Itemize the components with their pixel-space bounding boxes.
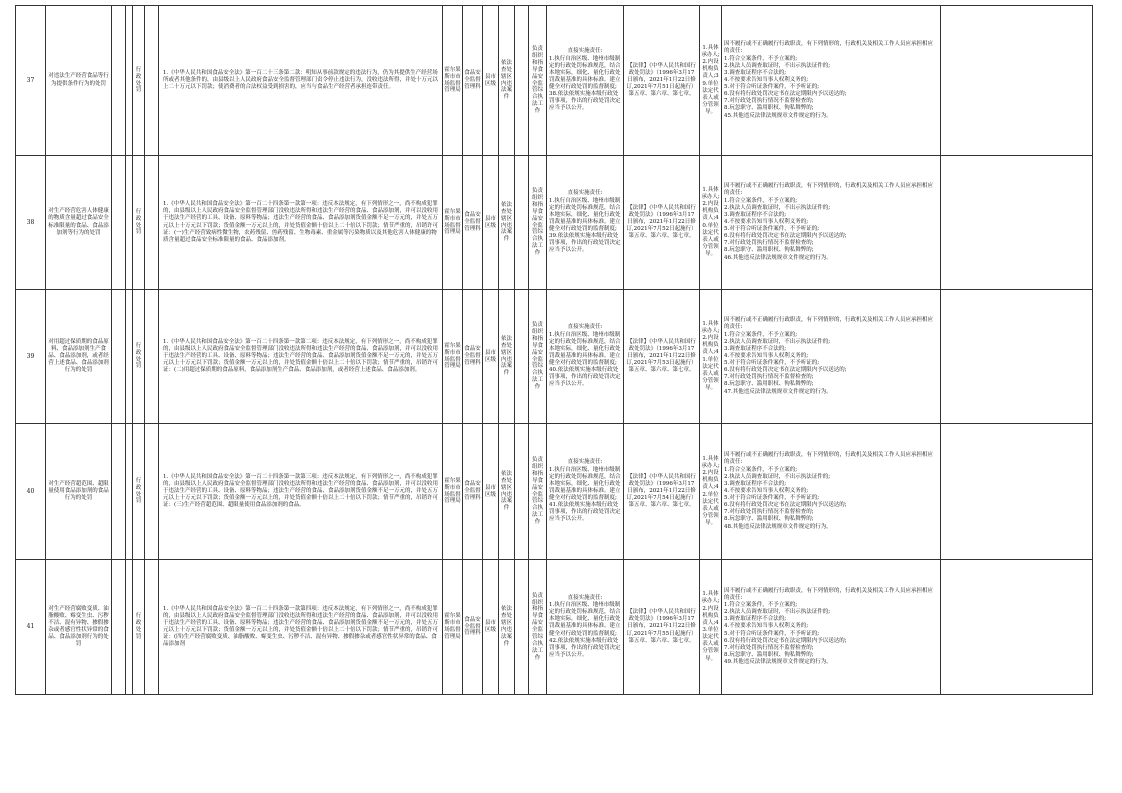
accountability-item: 6.没有将行政处罚决定书在法定期限内予以送达的;: [724, 637, 847, 644]
accountability-item: 46.其他违反法律法规规章文件规定的行为。: [724, 254, 832, 261]
accountability-item: 47.其他违反法律法规规章文件规定的行为。: [724, 388, 832, 395]
table-row: [16, 6, 1093, 156]
responsible-duty: 负责组织和指导食品安全监管综合执法工作: [529, 560, 547, 695]
duty-heading: 直接实施责任:: [567, 594, 603, 601]
responsible-subject: 1.具体承办人;2.内设机构负责人;43.单位法定代表人或分管领导。: [700, 560, 722, 695]
accountability: [722, 156, 941, 290]
procedure-law: 【法律】《中华人民共和国行政处罚法》（1996年3月17日颁布，2021年1月22日修订,2021年7月51日起施行）第五章、第六章、第七章。: [624, 6, 700, 156]
duty-text: 1.执行自治区级、地州市级制定的行政处罚标准规范，结合本地实际，细化、量化行政处罚裁量基准的具体标准。建立健全对行政处罚的监督制度; 38.依法依规实施本级行政处罚事项，作出的行政处罚决定应当予以公开。: [549, 55, 621, 112]
exercise-level: 县市区级: [483, 290, 499, 424]
implementing-department: 霍尔果斯市市场监督管理局: [443, 290, 463, 424]
accountability-item: 4.不按要求告知当事人权利义务的;: [724, 623, 809, 630]
accountability: [722, 6, 941, 156]
exercise-level: 县市区级: [483, 424, 499, 560]
accountability-item: 1.符合立案条件，不予立案的;: [724, 466, 798, 473]
row-number: 37: [16, 6, 46, 156]
duty-text: 1.执行自治区级、地州市级制定的行政处罚标准规范，结合本地实际，细化、量化行政处罚裁量基准的具体标准。建立健全对行政处罚的监督制度; 41.依法依规实施本级行政处罚事项，作出的行政处罚决定应当予以公开。: [549, 466, 621, 523]
row-number: 41: [16, 560, 46, 695]
accountability-item: 3.调查取证程序不合法的;: [724, 69, 787, 76]
accountability-item: 1.符合立案条件，不予立案的;: [724, 331, 798, 338]
empty-cell: [145, 424, 159, 560]
empty-cell: [515, 156, 529, 290]
empty-cell: [145, 6, 159, 156]
responsible-duty: 负责组织和指导食品安全监管综合执法工作: [529, 290, 547, 424]
accountability-item: 5.对于符合听证条件案件，不予听证的;: [724, 495, 820, 502]
exercise-scope: 依法查处辖区内违法案件: [499, 290, 515, 424]
empty-cell: [145, 560, 159, 695]
accountability-item: 6.没有将行政处罚决定书在法定期限内予以送达的;: [724, 233, 847, 240]
accountability-item: 4.不按要求告知当事人权利义务的;: [724, 218, 809, 225]
responsible-office: 食品安全监督管理科: [463, 156, 483, 290]
empty-cell: [941, 6, 1093, 156]
table-row: [16, 560, 1093, 695]
empty-cell: [126, 290, 133, 424]
accountability-item: 8.玩忽职守、滥用职权、徇私舞弊的;: [724, 516, 814, 523]
empty-cell: [941, 290, 1093, 424]
accountability-item: 8.玩忽职守、滥用职权、徇私舞弊的;: [724, 247, 814, 254]
procedure-law: 【法律】《中华人民共和国行政处罚法》（1996年3月17日颁布，2021年1月22日修订,2021年7月53日起施行）第五章、第六章、第七章。: [624, 290, 700, 424]
accountability-item: 2.执法人员调查取证时，不出示执法证件的;: [724, 62, 831, 69]
exercise-scope: 依法查处辖区内违法案件: [499, 424, 515, 560]
accountability-item: 3.调查取证程序不合法的;: [724, 616, 787, 623]
accountability-item: 1.符合立案条件，不予立案的;: [724, 197, 798, 204]
empty-cell: [112, 6, 126, 156]
row-number: 40: [16, 424, 46, 560]
responsible-duty: 负责组织和指导食品安全监管综合执法工作: [529, 6, 547, 156]
accountability-item: 7.对行政处罚执行情况不监督检查的;: [724, 644, 814, 651]
accountability-item: 7.对行政处罚执行情况不监督检查的;: [724, 98, 814, 105]
exercise-level: 县市区级: [483, 156, 499, 290]
accountability-heading: 因不履行或不正确履行行政职责，有下列情形的，行政机关及相关工作人员应承担相应的责任:: [724, 183, 934, 197]
responsible-office: 食品安全监督管理科: [463, 560, 483, 695]
duty-heading: 直接实施责任:: [567, 459, 603, 466]
responsible-office: 食品安全监督管理科: [463, 6, 483, 156]
accountability-heading: 因不履行或不正确履行行政职责，有下列情形的，行政机关及相关工作人员应承担相应的责任:: [724, 317, 934, 331]
empty-cell: [145, 156, 159, 290]
power-type: 行政处罚: [133, 6, 145, 156]
implementation-duty: [547, 290, 624, 424]
accountability: [722, 560, 941, 695]
exercise-scope: 依法查处辖区内违法案件: [499, 560, 515, 695]
item-name: 对违法生产经营食品等行为提供条件行为的处罚: [46, 6, 112, 156]
accountability-item: 3.调查取证程序不合法的;: [724, 480, 787, 487]
table-row: [16, 290, 1093, 424]
accountability-item: 48.其他违反法律法规规章文件规定的行为。: [724, 523, 832, 530]
responsible-subject: 1.具体承办人;2.内设机构负责人;40.单位法定代表人或分管领导。: [700, 156, 722, 290]
accountability-item: 7.对行政处罚执行情况不监督检查的;: [724, 240, 814, 247]
accountability-item: 2.执法人员调查取证时，不出示执法证件的;: [724, 473, 831, 480]
accountability-item: 8.玩忽职守、滥用职权、徇私舞弊的;: [724, 105, 814, 112]
table-row: [16, 424, 1093, 560]
empty-cell: [145, 290, 159, 424]
empty-cell: [941, 156, 1093, 290]
accountability: [722, 424, 941, 560]
empty-cell: [941, 560, 1093, 695]
accountability-item: 6.没有将行政处罚决定书在法定期限内予以送达的;: [724, 367, 847, 374]
duty-text: 1.执行自治区级、地州市级制定的行政处罚标准规范，结合本地实际，细化、量化行政处罚裁量基准的具体标准。建立健全对行政处罚的监督制度; 39.依法依规实施本级行政处罚事项，作出的行政处罚决定应当予以公开。: [549, 197, 621, 254]
accountability-item: 8.玩忽职守、滥用职权、徇私舞弊的;: [724, 381, 814, 388]
row-number: 38: [16, 156, 46, 290]
power-list-table: [15, 5, 1093, 695]
implementation-duty: [547, 560, 624, 695]
responsible-subject: 1.具体承办人;2.内设机构负责人;41.单位法定代表人或分管领导。: [700, 290, 722, 424]
duty-heading: 直接实施责任:: [567, 324, 603, 331]
empty-cell: [515, 6, 529, 156]
implementing-department: 霍尔果斯市市场监督管理局: [443, 560, 463, 695]
implementation-duty: [547, 424, 624, 560]
accountability-item: 6.没有将行政处罚决定书在法定期限内予以送达的;: [724, 502, 847, 509]
accountability-item: 2.执法人员调查取证时，不出示执法证件的;: [724, 204, 831, 211]
power-type: 行政处罚: [133, 156, 145, 290]
accountability-item: 5.对于符合听证条件案件，不予听证的;: [724, 630, 820, 637]
procedure-law: 【法律】《中华人民共和国行政处罚法》（1996年3月17日颁布，2021年1月22日修订,2021年7月55日起施行）第五章、第六章、第七章。: [624, 560, 700, 695]
item-name: 对用超过保质期的食品原料、食品添加剂生产食品、食品添加剂，或者经营上述食品、食品添加剂行为的处罚: [46, 290, 112, 424]
legal-basis: 1.《中华人民共和国食品安全法》第一百二十四条第一款第四项：违反本法规定，有下列情形之一，尚不构成犯罪的，由县级以上人民政府食品安全监督管理部门没收违法所得和违法生产经营的食品、食品添加剂，并可以没收用于违法生产经营的工具、设备、原料等物品；违法生产经营的食品、食品添加剂货值金额不足一万元的，并处五万元以上十万元以下罚款；货值金额一万元以上的，并处货值金额十倍以上二十倍以下罚款；情节严重的，吊销许可证：(四)生产经营腐败变质、油脂酸败、霉变生虫、污秽不洁、混有异物、掺假掺杂或者感官性状异常的食品、食品添加剂: [159, 560, 443, 695]
exercise-scope: 依法查处辖区内违法案件: [499, 6, 515, 156]
implementing-department: 霍尔果斯市市场监督管理局: [443, 156, 463, 290]
accountability-item: 2.执法人员调查取证时，不出示执法证件的;: [724, 338, 831, 345]
accountability-item: 49.其他违反法律法规规章文件规定的行为。: [724, 659, 832, 666]
implementing-department: 霍尔果斯市市场监督管理局: [443, 424, 463, 560]
accountability-item: 2.执法人员调查取证时，不出示执法证件的;: [724, 609, 831, 616]
empty-cell: [126, 560, 133, 695]
empty-cell: [126, 156, 133, 290]
exercise-scope: 依法查处辖区内违法案件: [499, 156, 515, 290]
accountability-item: 45.其他违反法律法规规章文件规定的行为。: [724, 112, 832, 119]
procedure-law: 【法律】《中华人民共和国行政处罚法》（1996年3月17日颁布，2021年1月22日修订,2021年7月54日起施行）第五章、第六章、第七章。: [624, 424, 700, 560]
empty-cell: [126, 424, 133, 560]
responsible-subject: 1.具体承办人;2.内设机构负责人;42.单位法定代表人或分管领导。: [700, 424, 722, 560]
accountability-heading: 因不履行或不正确履行行政职责，有下列情形的，行政机关及相关工作人员应承担相应的责任:: [724, 587, 934, 601]
exercise-level: 县市区级: [483, 6, 499, 156]
responsible-office: 食品安全监督管理科: [463, 290, 483, 424]
duty-text: 1.执行自治区级、地州市级制定的行政处罚标准规范，结合本地实际，细化、量化行政处罚裁量基准的具体标准。建立健全对行政处罚的监督制度; 40.依法依规实施本级行政处罚事项，作出的行政处罚决定应当予以公开。: [549, 331, 621, 388]
responsible-office: 食品安全监督管理科: [463, 424, 483, 560]
accountability-item: 8.玩忽职守、滥用职权、徇私舞弊的;: [724, 651, 814, 658]
power-type: 行政处罚: [133, 424, 145, 560]
responsible-subject: 1.具体承办人;2.内设机构负责人;39.单位法定代表人或分管领导。: [700, 6, 722, 156]
accountability-item: 7.对行政处罚执行情况不监督检查的;: [724, 509, 814, 516]
accountability-item: 5.对于符合听证条件案件，不予听证的;: [724, 226, 820, 233]
accountability-item: 4.不按要求告知当事人权利义务的;: [724, 352, 809, 359]
legal-basis: 1.《中华人民共和国食品安全法》第一百二十三条第二款：明知从事前款规定的违法行为，仍为其提供生产经营场所或者其他条件的，由县级以上人民政府食品安全监督管理部门责令停止违法行为，没收违法所得，并处十万元以上二十万元以下罚款；使消费者的合法权益受到损害的，应当与食品生产经营者承担连带责任。: [159, 6, 443, 156]
legal-basis: 1.《中华人民共和国食品安全法》第一百二十四条第一款第三项：违反本法规定，有下列情形之一，尚不构成犯罪的，由县级以上人民政府食品安全监督管理部门没收违法所得和违法生产经营的食品、食品添加剂，并可以没收用于违法生产经营的工具、设备、原料等物品；违法生产经营的食品、食品添加剂货值金额不足一万元的，并处五万元以上十万元以下罚款；货值金额一万元以上的，并处货值金额十倍以上二十倍以下罚款；情节严重的，吊销许可证：(三)生产经营超范围、超限量使用食品添加剂的食品。: [159, 424, 443, 560]
empty-cell: [112, 290, 126, 424]
accountability-item: 3.调查取证程序不合法的;: [724, 211, 787, 218]
empty-cell: [515, 290, 529, 424]
empty-cell: [126, 6, 133, 156]
responsible-duty: 负责组织和指导食品安全监管综合执法工作: [529, 424, 547, 560]
duty-heading: 直接实施责任:: [567, 190, 603, 197]
empty-cell: [112, 156, 126, 290]
empty-cell: [941, 424, 1093, 560]
empty-cell: [112, 424, 126, 560]
implementation-duty: [547, 156, 624, 290]
accountability: [722, 290, 941, 424]
accountability-item: 1.符合立案条件，不予立案的;: [724, 55, 798, 62]
empty-cell: [515, 424, 529, 560]
procedure-law: 【法律】《中华人民共和国行政处罚法》（1996年3月17日颁布，2021年1月22日修订,2021年7月52日起施行）第五章、第六章、第七章。: [624, 156, 700, 290]
power-type: 行政处罚: [133, 560, 145, 695]
table-row: [16, 156, 1093, 290]
responsible-duty: 负责组织和指导食品安全监管综合执法工作: [529, 156, 547, 290]
duty-heading: 直接实施责任:: [567, 48, 603, 55]
row-number: 39: [16, 290, 46, 424]
legal-basis: 1.《中华人民共和国食品安全法》第一百二十四条第一款第一项：违反本法规定，有下列情形之一，尚不构成犯罪的，由县级以上人民政府食品安全监督管理部门没收违法所得和违法生产经营的食品、食品添加剂，并可以没收用于违法生产经营的工具、设备、原料等物品；违法生产经营的食品、食品添加剂货值金额不足一万元的，并处五万元以上十万元以下罚款；货值金额一万元以上的，并处货值金额十倍以上二十倍以下罚款；情节严重的，吊销许可证：(一)生产经营致病性微生物，农药残留、兽药残留、生物毒素、重金属等污染物质以及其他危害人体健康的物质含量超过食品安全标准限量的食品、食品添加剂。: [159, 156, 443, 290]
power-type: 行政处罚: [133, 290, 145, 424]
accountability-item: 4.不按要求告知当事人权利义务的;: [724, 76, 809, 83]
empty-cell: [515, 560, 529, 695]
exercise-level: 县市区级: [483, 560, 499, 695]
implementing-department: 霍尔果斯市市场监督管理局: [443, 6, 463, 156]
item-name: 对生产经营超范围、超限量使用食品添加剂的食品行为的处罚: [46, 424, 112, 560]
duty-text: 1.执行自治区级、地州市级制定的行政处罚标准规范，结合本地实际，细化、量化行政处罚裁量基准的具体标准。建立健全对行政处罚的监督制度; 42.依法依规实施本级行政处罚事项，作出的行政处罚决定应当予以公开。: [549, 602, 621, 658]
accountability-heading: 因不履行或不正确履行行政职责，有下列情形的，行政机关及相关工作人员应承担相应的责任:: [724, 41, 934, 55]
accountability-heading: 因不履行或不正确履行行政职责，有下列情形的，行政机关及相关工作人员应承担相应的责任:: [724, 452, 934, 466]
item-name: 对生产经营腐败变质、油脂酸败、霉变生虫、污秽不洁、混有异物、掺假掺杂或者感官性状异常的食品、食品添加剂行为的处罚: [46, 560, 112, 695]
accountability-item: 3.调查取证程序不合法的;: [724, 345, 787, 352]
legal-basis: 1.《中华人民共和国食品安全法》第一百二十四条第一款第二项：违反本法规定，有下列情形之一，尚不构成犯罪的，由县级以上人民政府食品安全监督管理部门没收违法所得和违法生产经营的食品、食品添加剂，并可以没收用于违法生产经营的工具、设备、原料等物品；违法生产经营的食品、食品添加剂货值金额不足一万元的，并处五万元以上十万元以下罚款；货值金额一万元以上的，并处货值金额十倍以上二十倍以下罚款；情节严重的，吊销许可证：(二)用超过保质期的食品原料，食品添加剂生产食品、食品添加剂，或者经营上述食品、食品添加剂。: [159, 290, 443, 424]
accountability-item: 5.对于符合听证条件案件，不予听证的;: [724, 84, 820, 91]
accountability-item: 6.没有将行政处罚决定书在法定期限内予以送达的;: [724, 91, 847, 98]
accountability-item: 1.符合立案条件，不予立案的;: [724, 602, 798, 608]
implementation-duty: [547, 6, 624, 156]
item-name: 对生产经营危害人体健康的物质含量超过食品安全标准限量的食品、食品添加剂等行为的处罚: [46, 156, 112, 290]
accountability-item: 4.不按要求告知当事人权利义务的;: [724, 487, 809, 494]
accountability-item: 7.对行政处罚执行情况不监督检查的;: [724, 374, 814, 381]
empty-cell: [112, 560, 126, 695]
accountability-item: 5.对于符合听证条件案件，不予听证的;: [724, 360, 820, 367]
